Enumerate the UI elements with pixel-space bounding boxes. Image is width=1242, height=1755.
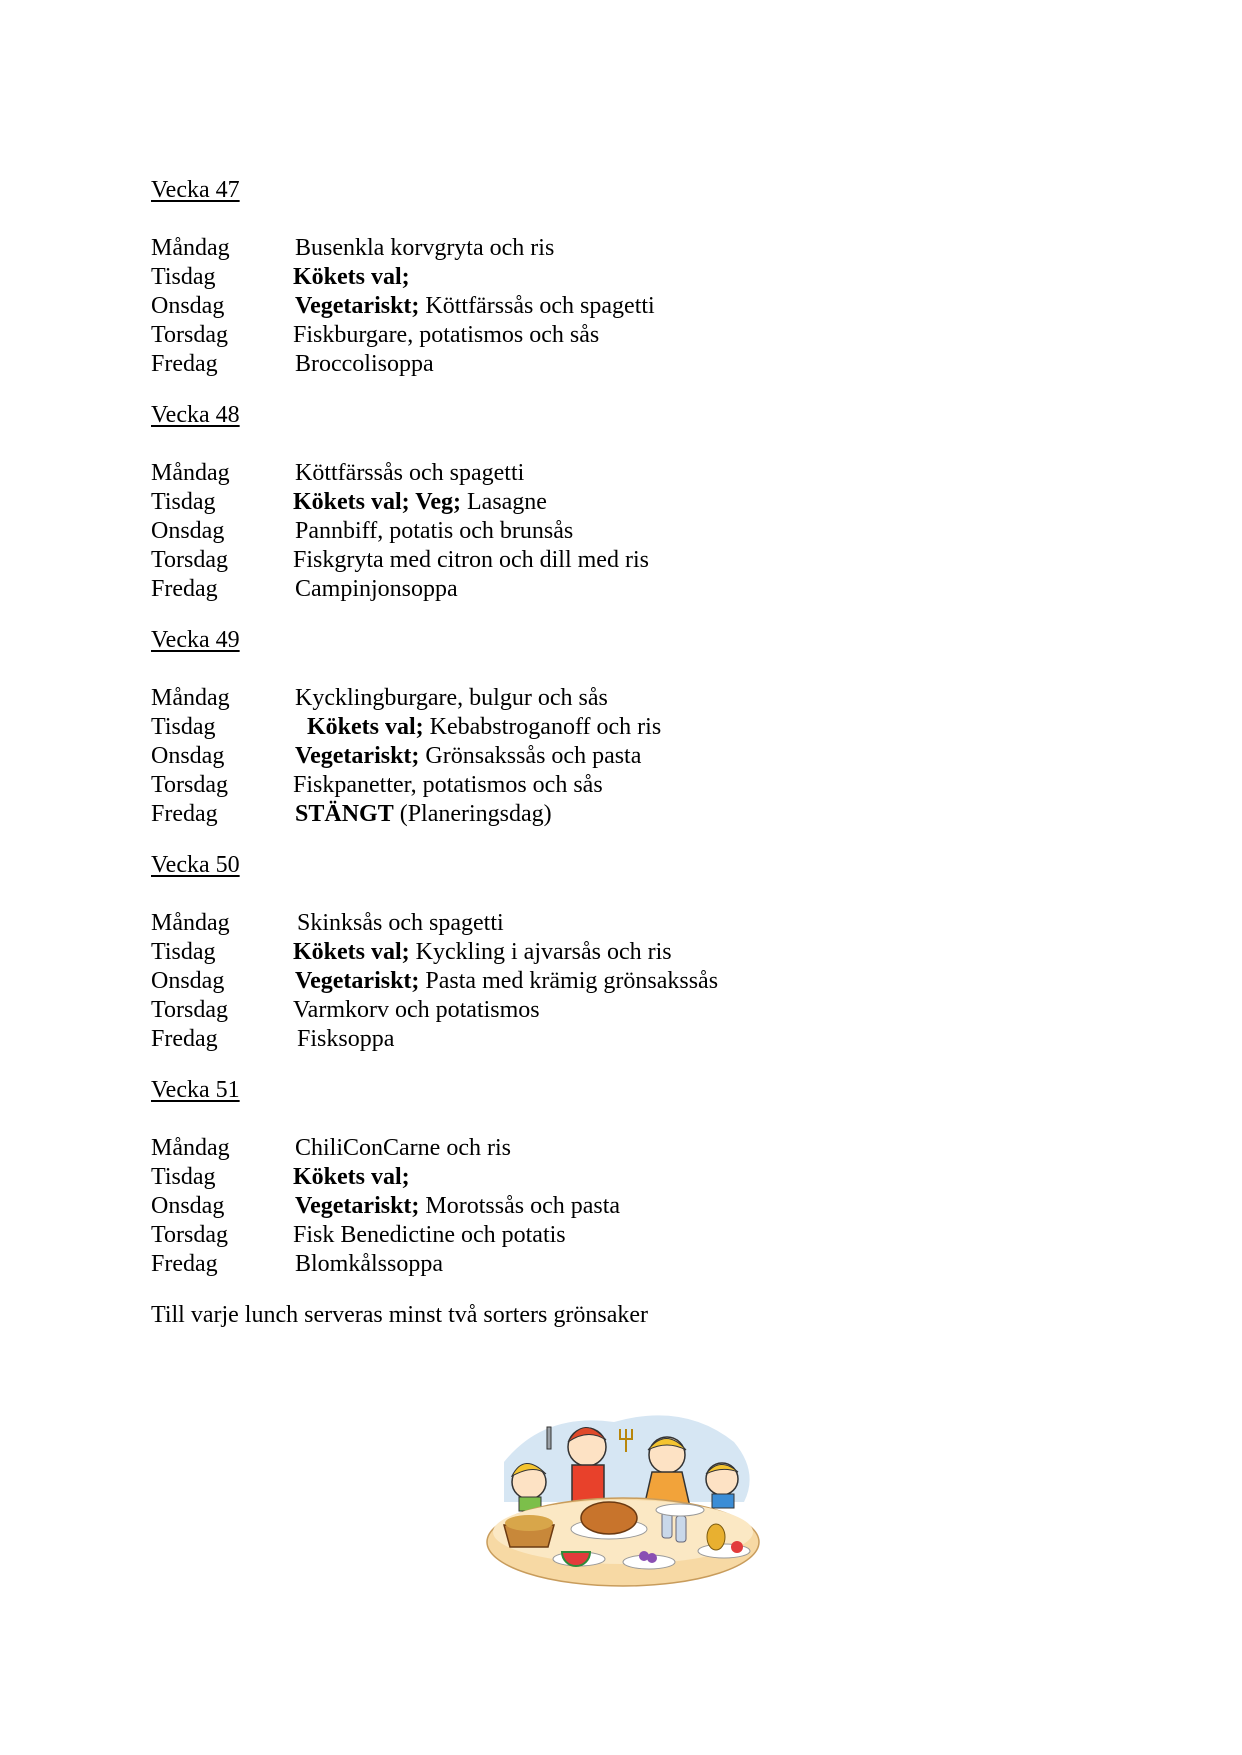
day-label: Torsdag [151, 997, 228, 1023]
dish [293, 938, 672, 967]
day-label: Måndag [151, 235, 230, 261]
dish [293, 1163, 410, 1192]
dish [293, 263, 410, 292]
dish [293, 771, 603, 800]
day-label: Torsdag [151, 322, 228, 348]
dish [297, 909, 504, 938]
dish [295, 684, 608, 713]
menu-row [151, 234, 1051, 263]
menu-row [151, 546, 1051, 575]
dish [295, 350, 434, 379]
dish-tag: Kökets val; Veg; [293, 489, 461, 515]
week-title: Vecka 49 [151, 627, 240, 653]
day-label: Tisdag [151, 1164, 216, 1190]
menu-row [151, 800, 1051, 829]
day-label: Måndag [151, 910, 230, 936]
day-label: Fredag [151, 1251, 218, 1277]
dish [307, 713, 661, 742]
dish-text: Blomkålssoppa [295, 1251, 443, 1277]
dish-text: Pannbiff, potatis och brunsås [295, 518, 574, 544]
dish-text: Köttfärssås och spagetti [419, 293, 655, 319]
day-label: Måndag [151, 460, 230, 486]
menu-row [151, 350, 1051, 379]
dish [293, 1221, 566, 1250]
dish-text: Busenkla korvgryta och ris [295, 235, 555, 261]
dish-tag: Kökets val; [293, 264, 410, 290]
dish-text: Köttfärssås och spagetti [295, 460, 525, 486]
day-label: Fredag [151, 351, 218, 377]
lunch-menu-document [151, 176, 1051, 1330]
menu-row [151, 742, 1051, 771]
dish-text: Varmkorv och potatismos [293, 997, 540, 1023]
menu-row [151, 967, 1051, 996]
week-section [151, 851, 1051, 1054]
week-section [151, 626, 1051, 829]
dish-tag: Kökets val; [293, 1164, 410, 1190]
dish-text: Fiskburgare, potatismos och sås [293, 322, 600, 348]
dish-text: (Planeringsdag) [393, 801, 552, 827]
day-label: Tisdag [151, 939, 216, 965]
menu-row [151, 459, 1051, 488]
week-section [151, 1076, 1051, 1279]
dish [293, 488, 547, 517]
week-title: Vecka 47 [151, 177, 240, 203]
dish [295, 1134, 511, 1163]
dish [295, 292, 655, 321]
menu-row [151, 684, 1051, 713]
menu-row [151, 1192, 1051, 1221]
dish-text: Kycklingburgare, bulgur och sås [295, 685, 608, 711]
dish-text: Fisksoppa [297, 1026, 395, 1052]
dish [295, 800, 552, 829]
day-label: Tisdag [151, 714, 216, 740]
dish [295, 575, 458, 604]
bread [505, 1515, 553, 1531]
dish-tag: Kökets val; [307, 714, 424, 740]
menu-row [151, 713, 1051, 742]
dish-text: Fiskgryta med citron och dill med ris [293, 547, 649, 573]
day-label: Torsdag [151, 547, 228, 573]
day-label: Fredag [151, 801, 218, 827]
day-label: Tisdag [151, 489, 216, 515]
menu-row [151, 488, 1051, 517]
illustration-svg [484, 1392, 762, 1588]
day-label: Onsdag [151, 968, 225, 994]
dish-tag: Vegetariskt; [295, 968, 420, 994]
day-label: Måndag [151, 685, 230, 711]
pie-plate [656, 1504, 704, 1516]
dish-text: ChiliConCarne och ris [295, 1135, 511, 1161]
menu-row [151, 263, 1051, 292]
day-label: Torsdag [151, 772, 228, 798]
menu-row [151, 996, 1051, 1025]
week-section [151, 401, 1051, 604]
dish [295, 234, 554, 263]
menu-row [151, 1025, 1051, 1054]
menu-row [151, 321, 1051, 350]
menu-row [151, 517, 1051, 546]
day-label: Måndag [151, 1135, 230, 1161]
dish [295, 1250, 443, 1279]
day-label: Onsdag [151, 743, 225, 769]
day-label: Onsdag [151, 518, 225, 544]
dish-text: Broccolisoppa [295, 351, 434, 377]
child-left [512, 1463, 546, 1511]
day-label: Fredag [151, 1026, 218, 1052]
menu-row [151, 909, 1051, 938]
day-label: Fredag [151, 576, 218, 602]
day-label: Onsdag [151, 293, 225, 319]
dish-text: Pasta med krämig grönsakssås [419, 968, 719, 994]
dish [295, 517, 573, 546]
dish [295, 967, 718, 996]
menu-row [151, 771, 1051, 800]
dish-text: Lasagne [461, 489, 547, 515]
dish-text: Kebabstroganoff och ris [423, 714, 662, 740]
dish-text: Fisk Benedictine och potatis [293, 1222, 566, 1248]
dish-tag: Kökets val; [293, 939, 410, 965]
day-label: Torsdag [151, 1222, 228, 1248]
dish [293, 996, 540, 1025]
week-title: Vecka 48 [151, 402, 240, 428]
day-label: Onsdag [151, 1193, 225, 1219]
weeks-container [151, 176, 1051, 1279]
pineapple [707, 1524, 725, 1550]
dish [295, 459, 524, 488]
menu-row [151, 1134, 1051, 1163]
turkey [581, 1502, 637, 1534]
dish [295, 1192, 620, 1221]
dish-text: Morotssås och pasta [419, 1193, 621, 1219]
week-section [151, 176, 1051, 379]
family-dinner-table-illustration [484, 1392, 762, 1588]
day-label: Tisdag [151, 264, 216, 290]
dish-tag: STÄNGT [295, 801, 394, 827]
dish-text: Kyckling i ajvarsås och ris [409, 939, 672, 965]
dish-text: Grönsakssås och pasta [419, 743, 642, 769]
week-title: Vecka 50 [151, 852, 240, 878]
menu-row [151, 575, 1051, 604]
menu-row [151, 1250, 1051, 1279]
dish [293, 546, 649, 575]
week-title: Vecka 51 [151, 1077, 240, 1103]
dish-tag: Vegetariskt; [295, 743, 420, 769]
menu-row [151, 1221, 1051, 1250]
dish-text: Fiskpanetter, potatismos och sås [293, 772, 603, 798]
dish-tag: Vegetariskt; [295, 293, 420, 319]
dish [295, 742, 641, 771]
footer-note: Till varje lunch serveras minst två sorters grönsaker [151, 1302, 649, 1328]
dish [293, 321, 599, 350]
dish-text: Campinjonsoppa [295, 576, 458, 602]
dish [297, 1025, 394, 1054]
menu-row [151, 1163, 1051, 1192]
menu-row [151, 292, 1051, 321]
dish-tag: Vegetariskt; [295, 1193, 420, 1219]
apple [731, 1541, 743, 1553]
menu-row [151, 938, 1051, 967]
dish-text: Skinksås och spagetti [297, 910, 504, 936]
